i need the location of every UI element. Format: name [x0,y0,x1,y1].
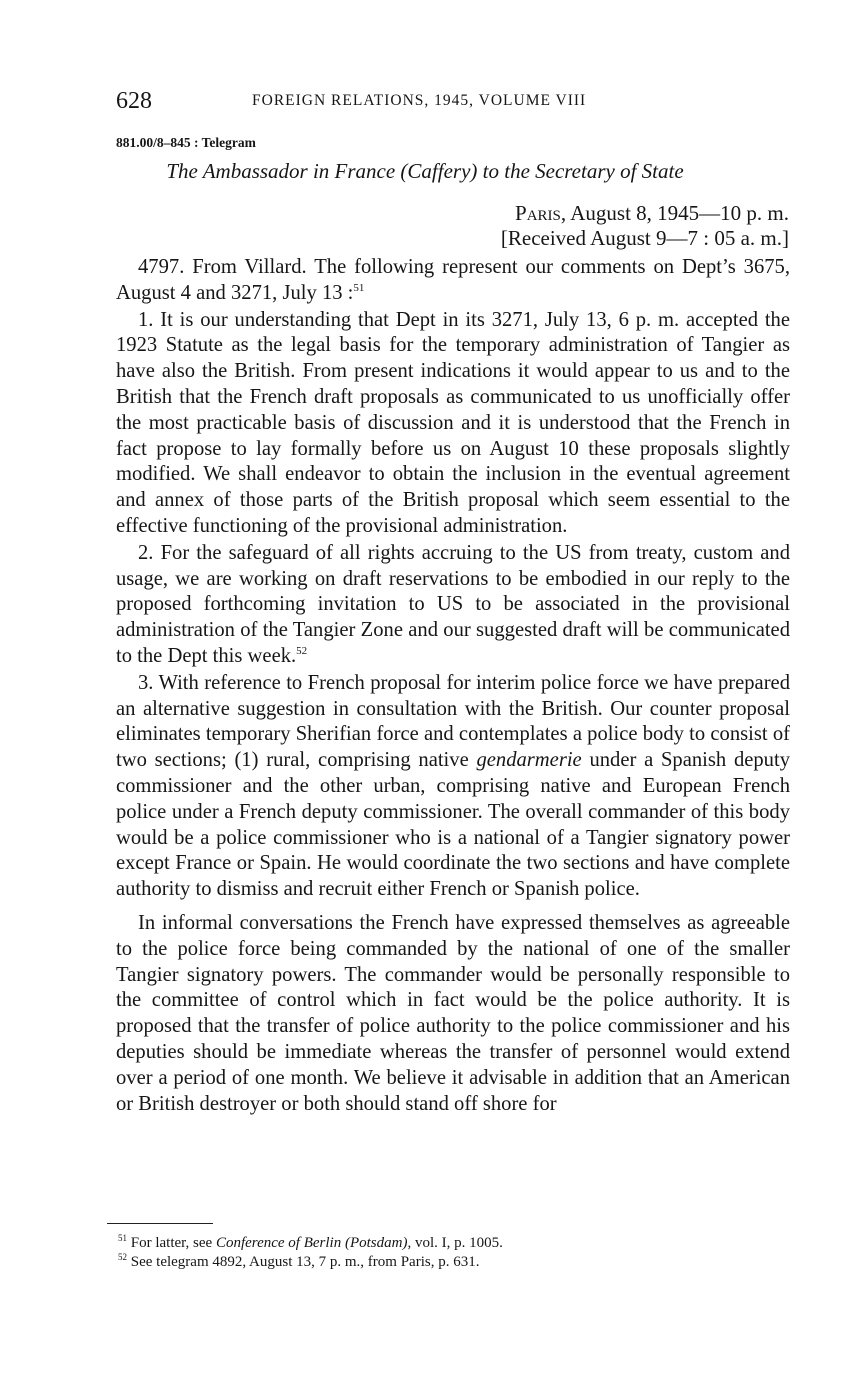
dateline-sent [501,201,789,226]
dateline-received: [Received August 9—7 : 05 a. m.] [500,226,789,250]
paragraph-2 [116,541,790,670]
document-title: The Ambassador in France (Caffery) to the Secretary of State [166,159,684,183]
telegram-body [116,255,790,1117]
footnote-52-mark: 52 [118,1252,127,1262]
paragraph-intro [116,255,790,307]
dateline [501,201,789,251]
paragraph-intro-text: 4797. From Villard. The following represent our comments on Dept’s 3675, August 4 and 3271, July 13 : [116,256,790,304]
footnote-51-mark: 51 [118,1233,127,1243]
footnote-rule [107,1223,213,1224]
footnote-51-text-a: For latter, see [127,1235,216,1251]
file-reference: 881.00/8–845 : Telegram [116,135,256,150]
dateline-date: August 8, 1945—10 p. m. [566,201,789,225]
paragraph-3-text-b: under a Spanish deputy commissioner and the other urban, comprising native and European French police under a French deputy commissioner. The overall commander of this body would be a police commissioner who is a national of a Tangier signatory power except France or Spain. He would coordinate the two sections and have complete authority to dismiss and recruit either French or Spanish police. [116,749,790,901]
page-number: 628 [116,88,152,114]
running-title: FOREIGN RELATIONS, 1945, VOLUME VIII [252,92,587,109]
footnote-52 [118,1253,790,1272]
footnote-ref-52: 52 [296,645,308,658]
footnotes [118,1234,790,1272]
footnote-51-text-b: , vol. I, p. 1005. [407,1235,503,1251]
footnote-51-italic: Conference of Berlin (Potsdam) [215,1235,408,1251]
footnote-ref-51: 51 [353,281,365,294]
paragraph-3-italic: gendarmerie [476,749,582,772]
paragraph-2-text: 2. For the safeguard of all rights accruing to the US from treaty, custom and usage, we are working on draft reservations to be embodied in our reply to the proposed forthcoming invitation to US to be associated in the provisional administration of the Tangier Zone and our suggested draft will be communicated to the Dept this week. [116,541,790,667]
paragraph-1: 1. It is our understanding that Dept in its 3271, July 13, 6 p. m. accepted the 1923 Statute as the legal basis for the temporary administration of Tangier as have also the British. From present indications it would appear to us and to the British that the French draft proposals as communicated to us unofficially offer the most practicable basis of discussion and it is understood that the French in fact propose to lay formally before us on August 10 these proposals slightly modified. We shall endeavor to obtain the inclusion in the eventual agreement and annex of those parts of the British proposal which seem essential to the effective functioning of the provisional administration. [116,308,790,537]
paragraph-3-text-a: 3. With reference to French proposal for interim police force we have prepared an alternative suggestion in consultation with the British. Our counter proposal eliminates temporary Sherifian force and contemplates a police body to consist of two sections; (1) rural, comprising native [116,671,790,772]
dateline-city: Paris, [515,201,567,225]
footnote-52-text: See telegram 4892, August 13, 7 p. m., from Paris, p. 631. [127,1254,480,1270]
paragraph-4: In informal conversations the French have expressed themselves as agreeable to the police force being commanded by the national of one of the smaller Tangier signatory powers. The commander would be personally responsible to the committee of control which in fact would be the police authority. It is proposed that the transfer of police authority to the police commissioner and his deputies should be immediate whereas the transfer of personnel would extend over a period of one month. We believe it advisable in addition that an American or British destroyer or both should stand off shore for [116,911,790,1115]
running-head [116,86,788,116]
footnote-51 [118,1234,790,1253]
paragraph-3 [116,671,790,903]
